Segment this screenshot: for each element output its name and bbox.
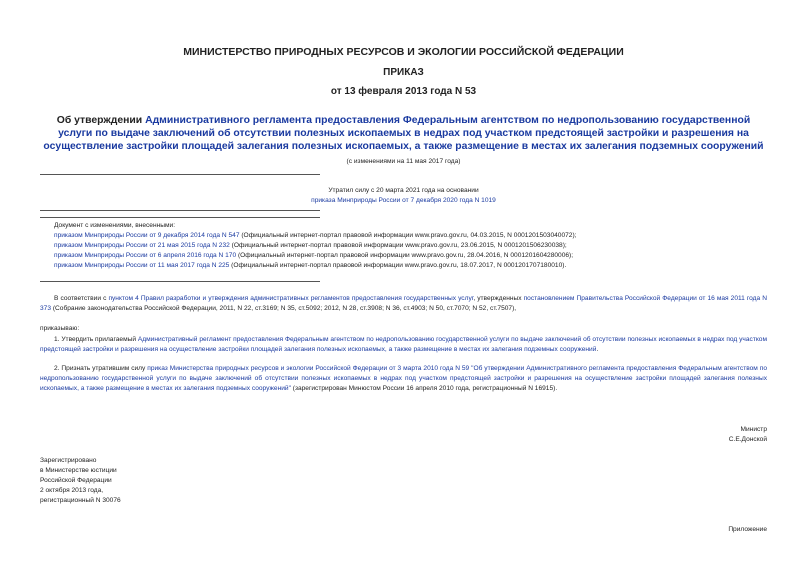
divider <box>40 210 320 211</box>
amendment-item: приказом Минприроды России от 11 мая 2017 года N 225 (Официальный интернет-портал правовой информации www.pravo.gov.ru, 18.07.2017, N 0001201707180010). <box>54 262 567 269</box>
amendment-item: приказом Минприроды России от 21 мая 2015 года N 232 (Официальный интернет-портал правовой информации www.pravo.gov.ru, 23.06.2015, N 0001201506230038); <box>54 242 567 249</box>
registration-block: Зарегистрировано в Министерстве юстиции Российской Федерации 2 октября 2013 года, регистрационный N 30076 <box>40 457 121 504</box>
title-prefix: Об утверждении <box>56 115 146 126</box>
signature-position: Министр <box>740 426 767 433</box>
void-notice-line1: Утратил силу с 20 марта 2021 года на основании <box>328 187 479 194</box>
amendment-link[interactable]: приказом Минприроды России от 11 мая 2017 года N 225 <box>54 262 230 269</box>
amendment-item: приказом Минприроды России от 6 апреля 2016 года N 170 (Официальный интернет-портал правовой информации www.pravo.gov.ru, 28.04.2016, N 0001201604280006); <box>54 252 574 259</box>
divider <box>40 217 320 218</box>
doc-date-number: от 13 февраля 2013 года N 53 <box>330 86 477 97</box>
ministry-heading: МИНИСТЕРСТВО ПРИРОДНЫХ РЕСУРСОВ И ЭКОЛОГИИ РОССИЙСКОЙ ФЕДЕРАЦИИ <box>183 46 624 58</box>
document-title <box>40 114 767 153</box>
point-2-paragraph: 2. Признать утратившим силу приказ Министерства природных ресурсов и экологии Российской Федерации от 3 марта 2010 года N 59 "Об утверждении Административного регламента предоставления Федеральным агентством по недропользованию государственной услуги по выдаче заключений об отсутствии полезных ископаемых в недрах под участком предстоящей застройки и разрешения на осуществление застройки площадей залегания полезных ископаемых, а также размещение в местах их залегания подземных сооружений" (зарегистрирован Минюстом России 16 апреля 2010 года, регистрационный N 16915). <box>40 365 767 393</box>
void-notice-link[interactable]: приказа Минприроды России от 7 декабря 2020 года N 1019 <box>311 197 496 204</box>
amendments-heading: Документ с изменениями, внесенными: <box>54 222 176 229</box>
divider <box>40 174 320 175</box>
title-regulation-link[interactable]: Административного регламента предоставления Федеральным агентством по недропользованию государственной услуги по выдаче заключений об отсутствии полезных ископаемых в недрах под участком предстоящей застройки и разрешения на осуществление застройки площадей залегания полезных ископаемых, а также размещение в местах их залегания подземных сооружений <box>43 115 764 152</box>
amendment-link[interactable]: приказом Минприроды России от 6 апреля 2016 года N 170 <box>54 252 237 259</box>
signature-name: С.Е.Донской <box>728 436 767 443</box>
rules-link[interactable]: пунктом 4 Правил разработки и утверждения административных регламентов предоставления государственных услуг <box>108 295 474 302</box>
amendment-item: приказом Минприроды России от 9 декабря 2014 года N 547 (Официальный интернет-портал правовой информации www.pravo.gov.ru, 04.03.2015, N 0001201503040072); <box>54 232 577 239</box>
doc-type-heading: ПРИКАЗ <box>383 67 424 78</box>
repealed-order-link[interactable]: приказ Министерства природных ресурсов и экологии Российской Федерации от 3 марта 2010 года N 59 "Об утверждении Административного регламента предоставления Федеральным агентством по недропользованию государственной услуги по выдаче заключений об отсутствии полезных ископаемых в недрах под участком предстоящей застройки и разрешения на осуществление застройки площадей залегания полезных ископаемых, а также размещение в местах их залегания подземных сооружений" <box>40 365 767 393</box>
point-1-paragraph: 1. Утвердить прилагаемый Административный регламент предоставления Федеральным агентством по недропользованию государственной услуги по выдаче заключений об отсутствии полезных ископаемых в недрах под участком предстоящей застройки и разрешения на осуществление застройки площадей залегания полезных ископаемых, а также размещение в местах их залегания подземных сооружений. <box>40 336 767 354</box>
amendment-link[interactable]: приказом Минприроды России от 9 декабря 2014 года N 547 <box>54 232 240 239</box>
appendix-label: Приложение <box>728 526 767 533</box>
amendment-link[interactable]: приказом Минприроды России от 21 мая 2015 года N 232 <box>54 242 230 249</box>
regulation-link[interactable]: Административный регламент предоставления Федеральным агентством по недропользованию государственной услуги по выдаче заключений об отсутствии полезных ископаемых в недрах под участком предстоящей застройки и разрешения на осуществление застройки площадей залегания полезных ископаемых, а также размещение в местах их залегания подземных сооружений <box>40 336 767 354</box>
preamble-paragraph: В соответствии с пунктом 4 Правил разработки и утверждения административных регламентов предоставления государственных услуг, утвержденных постановлением Правительства Российской Федерации от 16 мая 2011 года N 373 (Собрание законодательства Российской Федерации, 2011, N 22, ст.3169; N 35, ст.5092; 2012, N 28, ст.3908; N 36, ст.4903; N 50, ст.7070; N 52, ст.7507), <box>40 295 768 313</box>
changes-note: (с изменениями на 11 мая 2017 года) <box>346 158 461 165</box>
government-decree-link[interactable]: постановлением Правительства Российской Федерации от 16 мая 2011 года N 373 <box>40 295 768 313</box>
amendments-block <box>54 221 774 271</box>
signature-block <box>600 425 767 445</box>
divider <box>40 281 320 282</box>
order-word: приказываю: <box>40 325 80 332</box>
